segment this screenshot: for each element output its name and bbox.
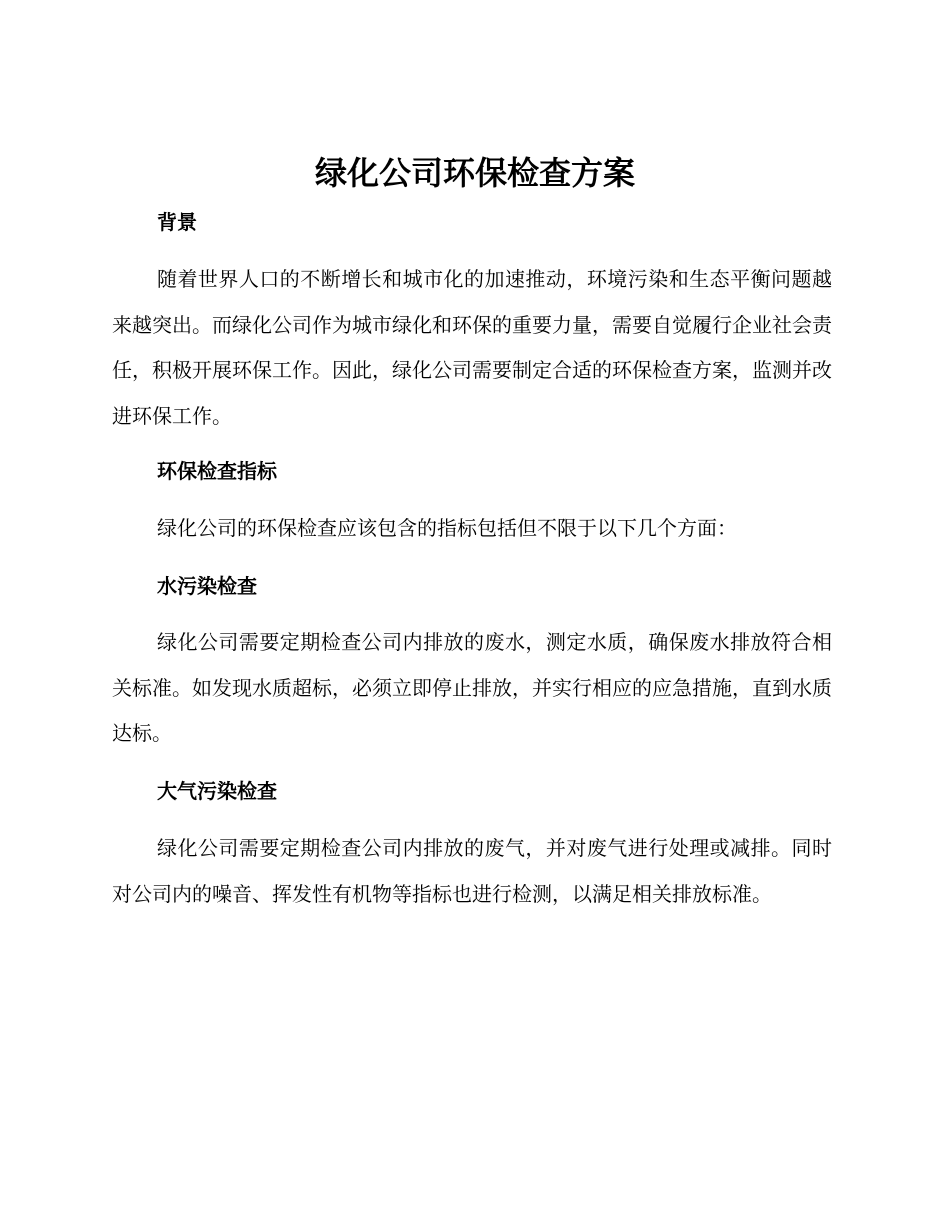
section-heading-indicators: 环保检查指标: [157, 459, 277, 483]
section-heading-background: 背景: [157, 210, 197, 234]
document-title: 绿化公司环保检查方案: [314, 154, 635, 192]
section-heading-water-pollution: 水污染检查: [157, 574, 257, 598]
section-paragraph-background: 随着世界人口的不断增长和城市化的加速推动，环境污染和生态平衡问题越来越突出。而绿化公司作为城市绿化和环保的重要力量，需要自觉履行企业社会责任，积极开展环保工作。因此，绿化公司需要制定合适的环保检查方案，监测并改进环保工作。: [112, 267, 832, 428]
section-heading-air-pollution: 大气污染检查: [157, 779, 277, 803]
section-paragraph-indicators: 绿化公司的环保检查应该包含的指标包括但不限于以下几个方面：: [157, 516, 737, 540]
section-paragraph-air-pollution: 绿化公司需要定期检查公司内排放的废气，并对废气进行处理或减排。同时对公司内的噪音、挥发性有机物等指标也进行检测，以满足相关排放标准。: [112, 836, 832, 906]
section-paragraph-water-pollution: 绿化公司需要定期检查公司内排放的废水，测定水质，确保废水排放符合相关标准。如发现水质超标，必须立即停止排放，并实行相应的应急措施，直到水质达标。: [112, 630, 832, 745]
